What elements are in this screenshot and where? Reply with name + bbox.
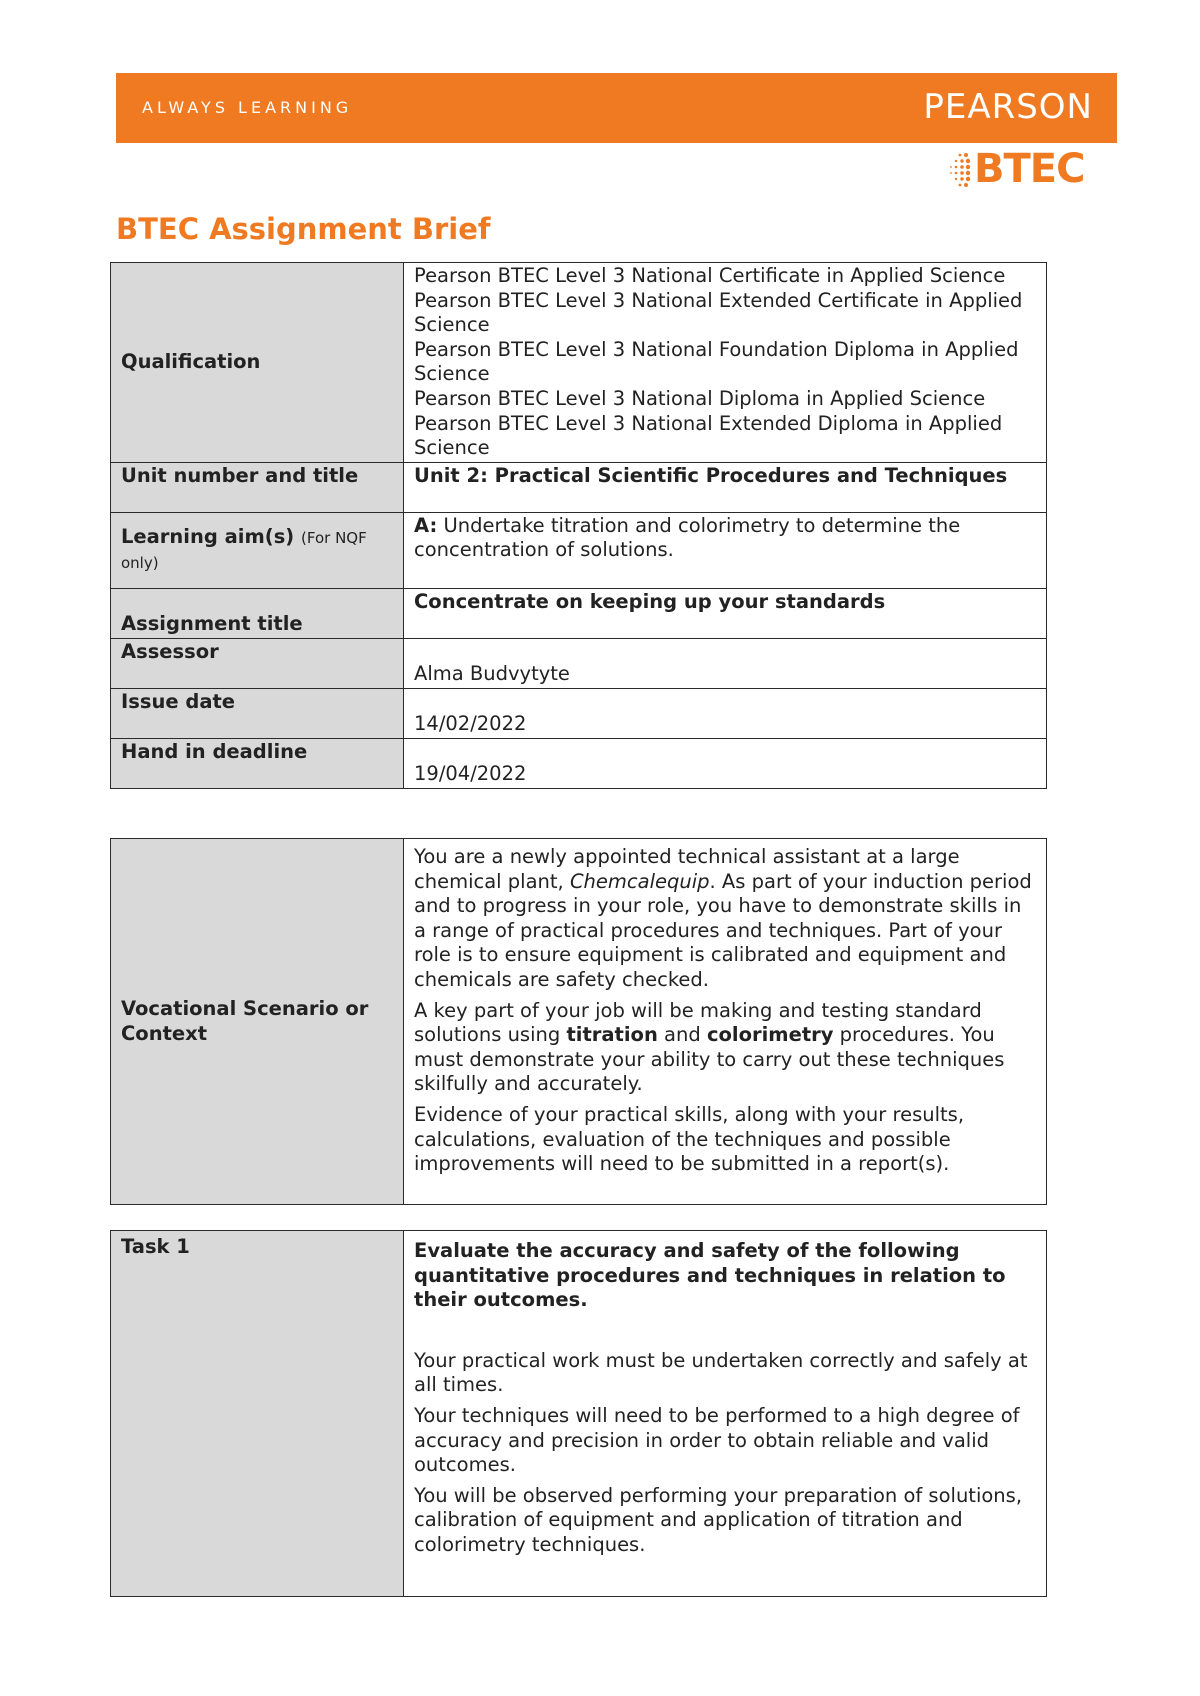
scenario-row <box>111 839 1047 1205</box>
btec-dots-icon <box>948 152 972 188</box>
term-titration: titration <box>566 1023 658 1047</box>
term-colorimetry: colorimetry <box>706 1023 834 1047</box>
unit-value: Unit 2: Practical Scientific Procedures and Techniques <box>404 462 1047 512</box>
issue-date-label: Issue date <box>111 688 404 738</box>
scenario-paragraph-3: Evidence of your practical skills, along with your results, calculations, evaluation of the techniques and possible improvements will need to be submitted in a report(s). <box>414 1102 965 1176</box>
learning-aim-prefix: A: <box>414 513 438 537</box>
scenario-text-part: A key part of your job will be making and testing standard solutions using <box>414 998 982 1047</box>
assessor-row <box>111 638 1047 688</box>
learning-aim-note: (For NQF only) <box>121 528 367 573</box>
issue-date-row <box>111 688 1047 738</box>
assignment-title-value: Concentrate on keeping up your standards <box>404 588 1047 638</box>
learning-aim-label-text: Learning aim(s) <box>121 524 295 548</box>
task1-row <box>111 1231 1047 1597</box>
scenario-paragraph-1 <box>414 845 1036 993</box>
qualification-label: Qualification <box>111 263 404 463</box>
tagline: ALWAYS LEARNING <box>142 98 353 117</box>
qualification-line: Pearson BTEC Level 3 National Diploma in Applied Science <box>414 386 986 410</box>
scenario-text-part: . As part of your induction period and to progress in your role, you have to demonstrate skills in a range of practical procedures and techniques. Part of your role is to ensure equipment is calibrated and equipment and chemicals are safety checked. <box>414 869 1032 991</box>
qualification-value <box>404 263 1047 463</box>
task1-paragraph-1: Your practical work must be undertaken correctly and safely at all times. <box>414 1348 1028 1397</box>
scenario-text-part: procedures. You must demonstrate your ability to carry out these techniques skilfully and accurately. <box>414 1023 1005 1096</box>
scenario-text-part: and <box>657 1023 707 1047</box>
details-table <box>110 262 1047 789</box>
qualification-line: Pearson BTEC Level 3 National Extended Diploma in Applied Science <box>414 411 1003 460</box>
learning-aim-label <box>111 512 404 588</box>
task1-heading: Evaluate the accuracy and safety of the following quantitative procedures and techniques in relation to their outcomes. <box>414 1239 1006 1312</box>
assessor-label: Assessor <box>111 638 404 688</box>
deadline-row <box>111 738 1047 788</box>
unit-row <box>111 462 1047 512</box>
task1-content <box>404 1231 1047 1597</box>
deadline-label: Hand in deadline <box>111 738 404 788</box>
issue-date-value: 14/02/2022 <box>404 688 1047 738</box>
scenario-text <box>404 839 1047 1205</box>
scenario-table <box>110 838 1047 1205</box>
task1-table <box>110 1230 1047 1597</box>
scenario-paragraph-2 <box>414 999 1036 1097</box>
learning-aim-row <box>111 512 1047 588</box>
qualification-line: Pearson BTEC Level 3 National Extended Certificate in Applied Science <box>414 288 1023 337</box>
task1-paragraph-2: Your techniques will need to be performed to a high degree of accuracy and precision in order to obtain reliable and valid outcomes. <box>414 1403 1020 1477</box>
learning-aim-value <box>404 512 1047 588</box>
scenario-text-part: You are a newly appointed technical assistant at a large chemical plant, <box>414 845 960 893</box>
scenario-label: Vocational Scenario or Context <box>111 839 404 1205</box>
btec-logo-text: BTEC <box>974 146 1085 192</box>
assignment-title-label: Assignment title <box>111 588 404 638</box>
assignment-title-row <box>111 588 1047 638</box>
btec-logo <box>948 146 1100 192</box>
page-title: BTEC Assignment Brief <box>116 212 491 246</box>
assessor-value: Alma Budvytyte <box>404 638 1047 688</box>
qualification-line: Pearson BTEC Level 3 National Foundation Diploma in Applied Science <box>414 337 1019 386</box>
pearson-logo: PEARSON <box>923 87 1093 127</box>
header-banner <box>116 73 1117 143</box>
qualification-line: Pearson BTEC Level 3 National Certificate in Applied Science <box>414 264 1006 287</box>
learning-aim-text: Undertake titration and colorimetry to determine the concentration of solutions. <box>414 513 961 562</box>
unit-label: Unit number and title <box>111 462 404 512</box>
task1-paragraph-3: You will be observed performing your preparation of solutions, calibration of equipment and application of titration and colorimetry techniques. <box>414 1483 1023 1556</box>
company-name: Chemcalequip <box>569 869 710 893</box>
task1-label: Task 1 <box>111 1231 404 1597</box>
qualification-row <box>111 263 1047 463</box>
deadline-value: 19/04/2022 <box>404 738 1047 788</box>
